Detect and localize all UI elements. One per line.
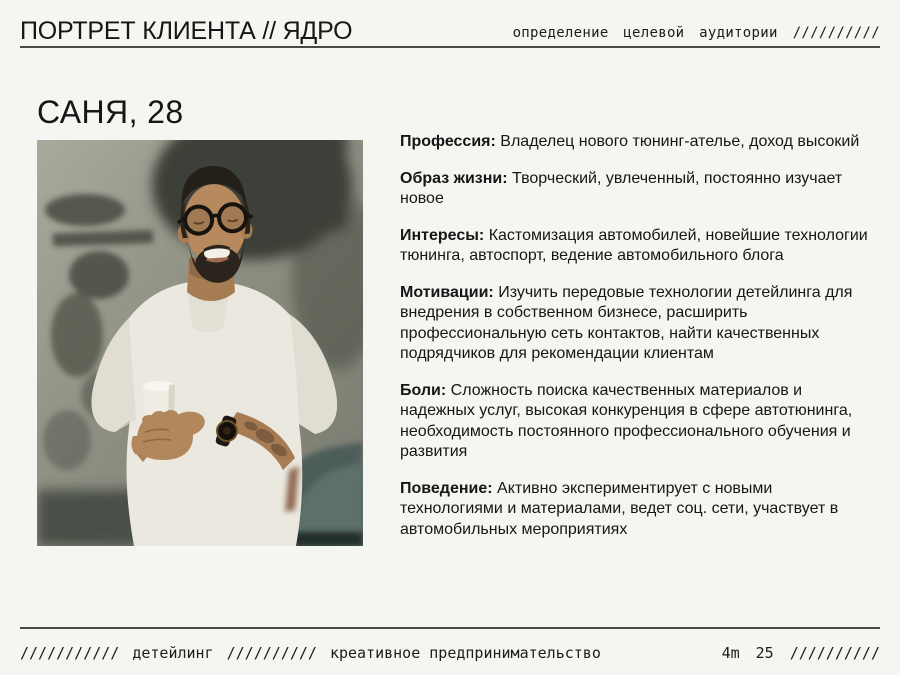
persona-section-behavior <box>400 479 872 541</box>
section-label: Профессия: <box>400 133 496 150</box>
footer-tag-entrepreneurship: креативное предпринимательство <box>329 644 601 662</box>
footer-time-label: 4m <box>721 644 740 662</box>
header-meta <box>513 25 880 41</box>
section-text: Кастомизация автомобилей, новейшие технологии тюнинга, автоспорт, ведение автомобильного блога <box>400 226 868 264</box>
persona-details <box>400 132 872 556</box>
section-label: Образ жизни: <box>400 169 508 187</box>
section-label: Поведение: <box>400 479 493 497</box>
footer-tags <box>20 644 601 662</box>
persona-section-lifestyle <box>400 169 872 210</box>
section-text: Активно экспериментирует с новыми технологиями и материалами, ведет соц. сети, участвует в автомобильных мероприятиях <box>400 479 839 538</box>
footer <box>20 644 880 662</box>
section-label: Интересы: <box>400 226 485 244</box>
footer-tag-detailing: детейлинг <box>132 644 214 662</box>
header-subtitle: определение целевой аудитории <box>512 25 778 41</box>
footer-slashes-decoration: /////////// <box>20 644 120 662</box>
footer-page-number: 25 <box>755 644 774 662</box>
footer-slashes-decoration: ////////// <box>789 644 880 662</box>
persona-section-motivations <box>400 283 872 365</box>
persona-section-interests <box>400 226 872 267</box>
footer-slashes-decoration: ////////// <box>226 644 317 662</box>
persona-photo-illustration <box>37 140 363 546</box>
page-title: ПОРТРЕТ КЛИЕНТА // ЯДРО <box>20 17 353 45</box>
section-text: Владелец нового тюнинг-ателье, доход высокий <box>500 133 860 150</box>
header-slashes-decoration: ////////// <box>792 25 880 41</box>
persona-name: САНЯ, 28 <box>37 94 184 130</box>
header-divider <box>20 46 880 48</box>
section-text: Творческий, увлеченный, постоянно изучает новое <box>400 169 843 207</box>
section-text: Изучить передовые технологии детейлинга для внедрения в собственном бизнесе, расширить профессиональную сеть контактов, найти качественных подрядчиков для рекомендации клиентам <box>400 283 853 362</box>
section-label: Боли: <box>400 381 447 399</box>
section-label: Мотивации: <box>400 283 494 301</box>
section-text: Сложность поиска качественных материалов и надежных услуг, высокая конкуренция в сфере автотюнинга, необходимость постоянного профессионального обучения и развития <box>400 381 853 460</box>
persona-section-profession <box>400 132 872 153</box>
footer-pagination <box>722 644 880 662</box>
footer-divider <box>20 627 880 629</box>
persona-section-pains <box>400 381 872 463</box>
persona-photo <box>37 140 363 546</box>
